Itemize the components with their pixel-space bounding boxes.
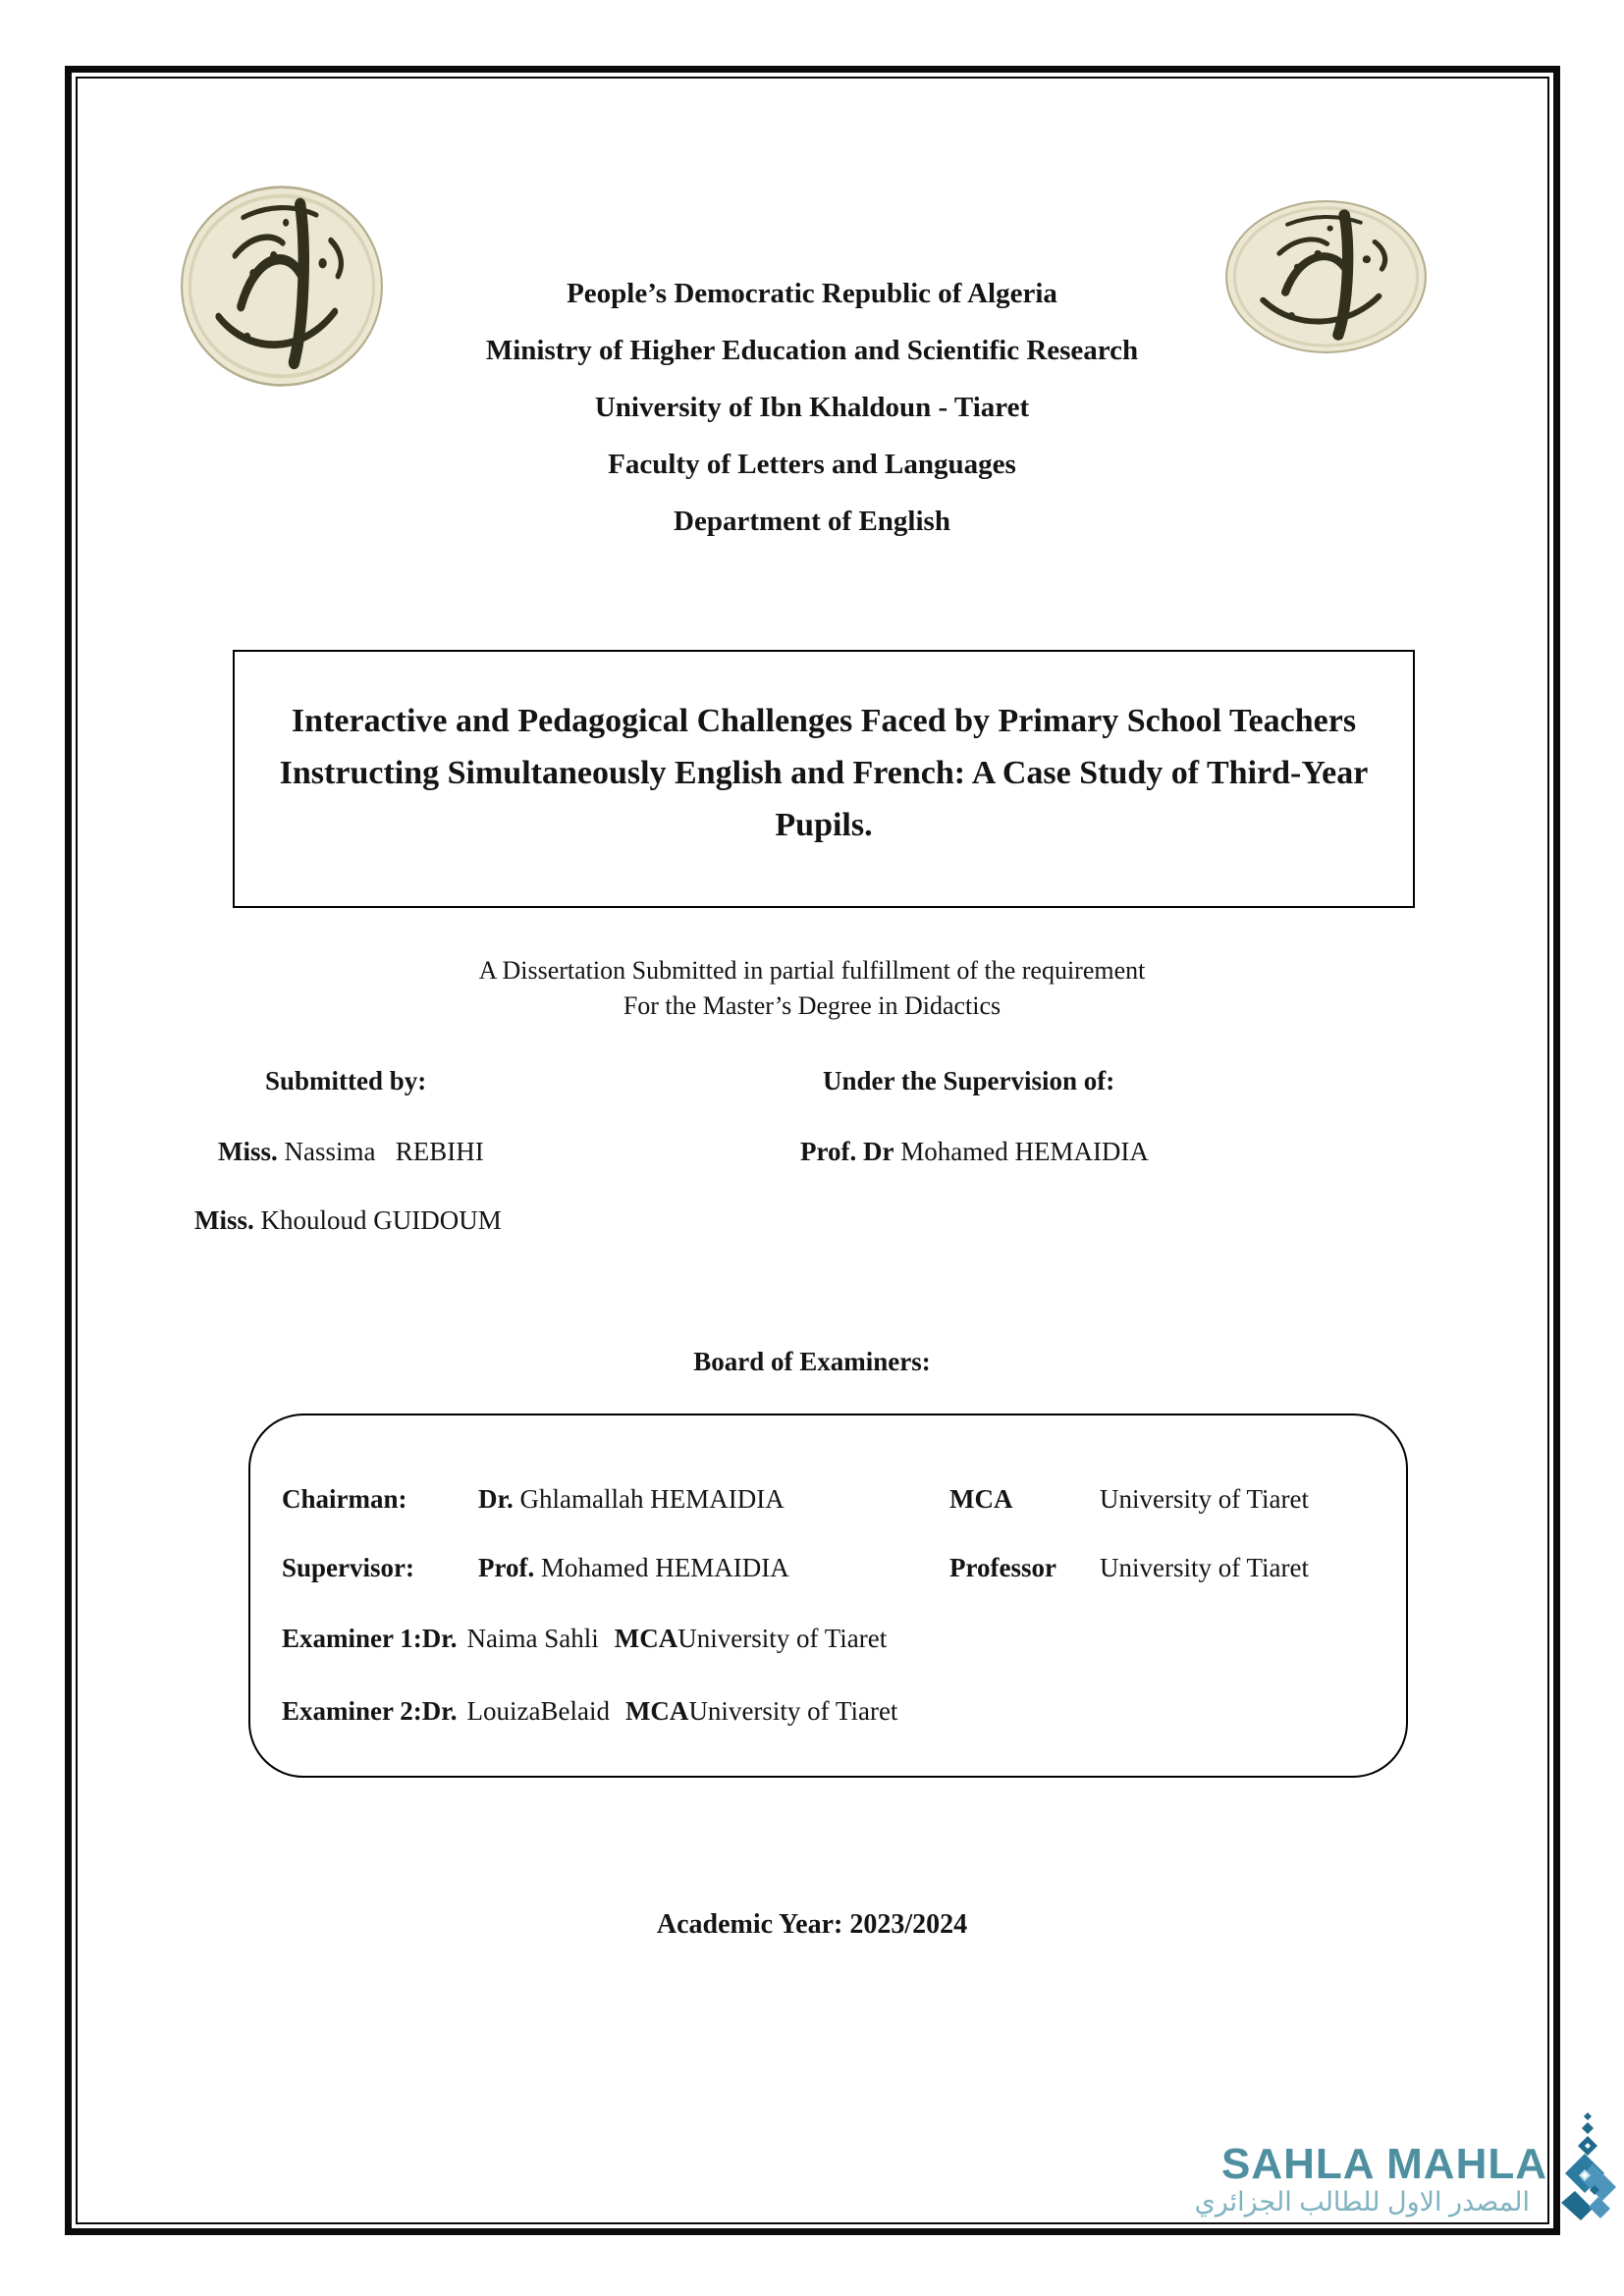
submitted-by-label: Submitted by: <box>265 1066 427 1095</box>
examiner-rank: MCA <box>949 1484 1013 1514</box>
dissertation-statement-line2: For the Master’s Degree in Didactics <box>623 991 1001 1020</box>
brand-logo-icon <box>1555 2110 1624 2228</box>
examiner-name: LouizaBelaid <box>466 1696 610 1726</box>
examiner-institution: University of Tiaret <box>688 1696 898 1726</box>
dissertation-title-box <box>233 650 1415 908</box>
examiner-row-supervisor <box>250 1553 1406 1588</box>
examiner-role: Examiner 2:Dr. <box>282 1696 458 1726</box>
examiner-rank: MCA <box>614 1624 678 1653</box>
candidate-2-title: Miss. <box>194 1205 254 1235</box>
dissertation-title: Interactive and Pedagogical Challenges Faced by Primary School Teachers Instructing Simultaneously English and French: A Case Study of Third-Year Pupils. <box>279 703 1369 843</box>
header-line-republic: People’s Democratic Republic of Algeria <box>567 278 1057 309</box>
examiner-rank: MCA <box>624 1696 689 1726</box>
dissertation-statement-line1: A Dissertation Submitted in partial fulfillment of the requirement <box>478 956 1146 985</box>
header-line-ministry: Ministry of Higher Education and Scientific Research <box>485 335 1139 366</box>
supervisor-name: Mohamed HEMAIDIA <box>900 1137 1149 1166</box>
candidate-1-title: Miss. <box>218 1137 278 1166</box>
examiner-name: Naima Sahli <box>466 1624 599 1653</box>
academic-year: Academic Year: 2023/2024 <box>656 1909 968 1940</box>
supervision-label: Under the Supervision of: <box>823 1066 1115 1095</box>
brand-tagline: المصدر الاول للطالب الجزائري <box>1194 2187 1530 2216</box>
header-line-university: University of Ibn Khaldoun - Tiaret <box>594 392 1030 423</box>
header-line-department: Department of English <box>674 506 950 537</box>
examiner-name: Dr. Ghlamallah HEMAIDIA <box>478 1484 785 1514</box>
candidate-2 <box>194 1205 502 1236</box>
candidate-2-name: Khouloud GUIDOUM <box>260 1205 502 1235</box>
supervisor-title: Prof. Dr <box>800 1137 894 1166</box>
examiner-institution: University of Tiaret <box>677 1624 888 1653</box>
board-of-examiners-box <box>248 1414 1408 1778</box>
brand-name: SAHLA MAHLA <box>1221 2140 1547 2188</box>
candidate-1-name: Nassima REBIHI <box>284 1137 484 1166</box>
examiner-institution: University of Tiaret <box>1100 1484 1309 1514</box>
examiner-institution: University of Tiaret <box>1100 1553 1309 1582</box>
header-line-faculty: Faculty of Letters and Languages <box>608 449 1016 480</box>
examiner-role: Chairman: <box>282 1484 407 1514</box>
examiner-role: Supervisor: <box>282 1553 414 1582</box>
supervisor <box>800 1137 1149 1167</box>
institution-header <box>0 265 1624 550</box>
examiner-name: Prof. Mohamed HEMAIDIA <box>478 1553 789 1582</box>
dissertation-statement <box>0 953 1624 1024</box>
examiner-role: Examiner 1:Dr. <box>282 1624 458 1653</box>
examiner-row-2 <box>250 1696 1406 1732</box>
examiner-rank: Professor <box>949 1553 1056 1582</box>
board-of-examiners-heading: Board of Examiners: <box>693 1347 931 1376</box>
examiner-row-1 <box>250 1624 1406 1659</box>
examiner-row-chairman <box>250 1484 1406 1520</box>
candidate-1 <box>218 1137 484 1167</box>
brand-footer <box>1074 2091 1624 2287</box>
